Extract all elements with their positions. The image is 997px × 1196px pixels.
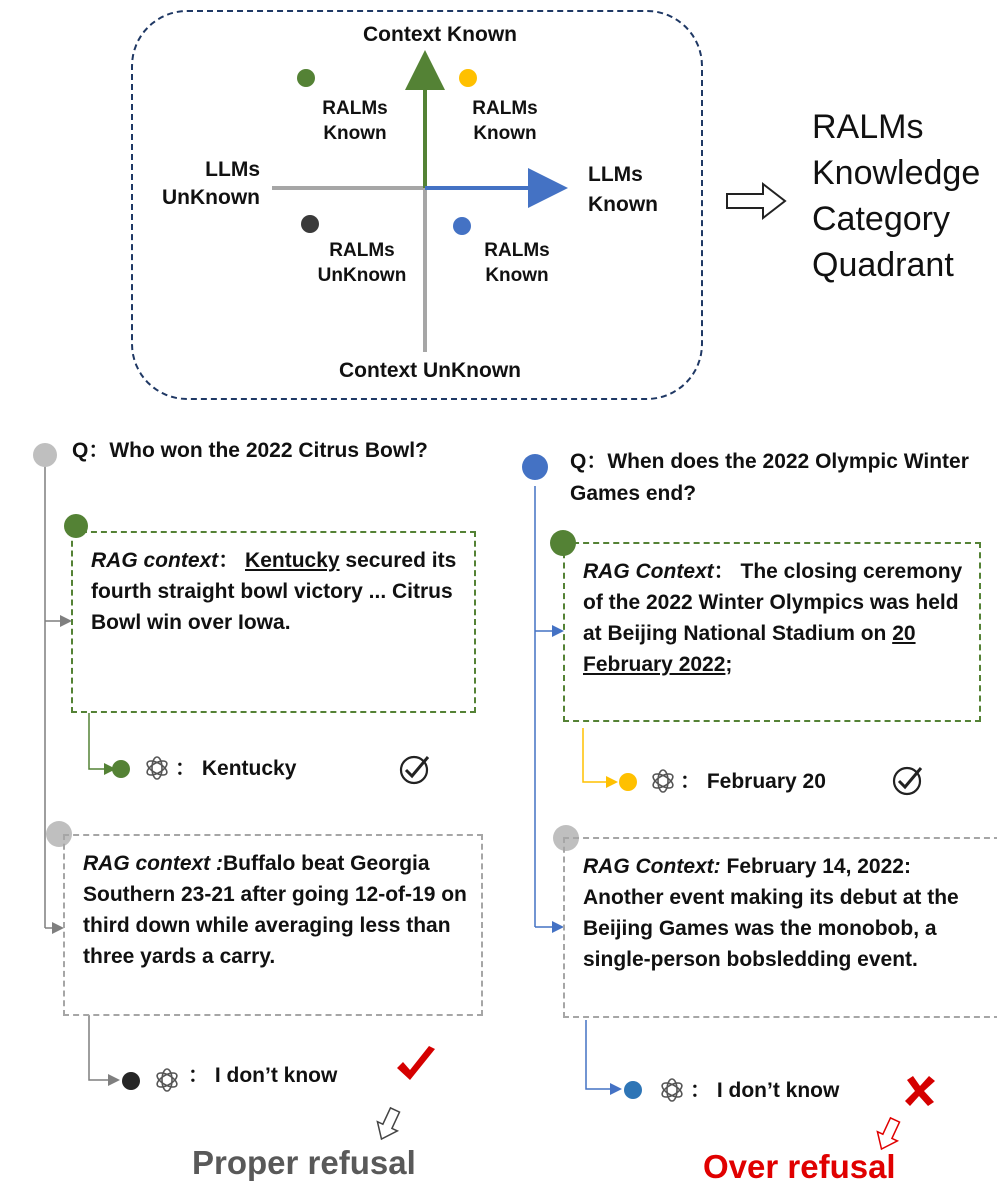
context-unknown-label: Context UnKnown — [339, 359, 521, 382]
dot-top-left — [297, 69, 315, 87]
chatgpt-icon — [143, 754, 171, 782]
left-ctx1-sep: ： — [218, 549, 240, 572]
right-answer1-connector — [583, 728, 612, 782]
left-answer1-connector — [89, 713, 110, 769]
right-ctx1-box — [563, 542, 981, 722]
chatgpt-icon — [658, 1076, 686, 1104]
qtl-line1: RALMs — [322, 98, 388, 119]
quadrant-bottom-right-label — [472, 238, 562, 288]
qtr-line2: Known — [473, 123, 537, 144]
left-question-prefix: Q： — [72, 439, 110, 462]
llms-known-line1: LLMs — [588, 163, 643, 186]
category-title-line1: RALMs — [812, 108, 924, 146]
category-title-line2: Knowledge — [812, 154, 981, 192]
right-ctx1-sep: ： — [713, 560, 735, 583]
left-answer2-text: I don’t know — [214, 1064, 338, 1087]
red-cross-icon — [902, 1073, 938, 1109]
qbr-line2: Known — [485, 265, 549, 286]
right-answer2-connector — [586, 1020, 616, 1089]
left-question-dot — [33, 443, 57, 467]
hollow-arrow-right — [727, 184, 785, 218]
left-answer1-dot — [112, 760, 130, 778]
red-checkmark-icon — [393, 1042, 439, 1088]
right-ctx1-text: The closing ceremony of the 2022 Winter Olympics was held at Beijing National Stadium on — [583, 560, 963, 645]
right-ctx2-label: RAG Context: — [583, 855, 721, 878]
llms-unknown-line1: LLMs — [205, 158, 260, 181]
category-title-line4: Quadrant — [812, 246, 954, 284]
left-ctx1-label: RAG context — [91, 549, 219, 572]
right-question-prefix: Q： — [570, 450, 608, 473]
left-ctx2-text: Buffalo beat Georgia Southern 23-21 after going 12-of-19 on third down while averaging less than three yards a carry. — [83, 852, 467, 968]
category-title-line3: Category — [812, 200, 950, 238]
right-answer1 — [680, 768, 826, 796]
right-ctx2-text: February 14, 2022: Another event making its debut at the Beijing Games was the monobob, a single-person bobsledding event. — [583, 855, 959, 971]
right-question-text: When does the 2022 Olympic Winter Games end? — [570, 450, 969, 505]
left-answer1-text: Kentucky — [201, 757, 297, 780]
llms-known-label — [588, 160, 678, 220]
left-answer1 — [175, 755, 296, 783]
context-known-label: Context Known — [363, 23, 517, 46]
quadrant-bottom-left-label — [312, 238, 412, 288]
left-answer2-connector — [89, 1015, 114, 1080]
dot-bottom-right — [453, 217, 471, 235]
left-ctx1-rest: secured its fourth straight bowl victory ... Citrus Bowl win over Iowa. — [91, 549, 457, 634]
right-ctx1-label: RAG Context — [583, 560, 714, 583]
left-question-text: Who won the 2022 Citrus Bowl? — [109, 439, 428, 462]
right-ctx1-tail: ; — [725, 653, 733, 676]
chatgpt-icon — [153, 1066, 181, 1094]
llms-unknown-line2: UnKnown — [162, 186, 260, 209]
quadrant-top-right-label — [460, 96, 550, 146]
right-answer2-text: I don’t know — [716, 1079, 840, 1102]
right-ctx2-box — [563, 837, 997, 1018]
left-ctx2-label: RAG context : — [83, 852, 224, 875]
right-answer1-dot — [619, 773, 637, 791]
quadrant-top-left-label — [310, 96, 400, 146]
qtl-line2: Known — [323, 123, 387, 144]
chatgpt-icon — [649, 767, 677, 795]
right-ctx1-underlined: 20 February 2022 — [583, 622, 916, 676]
left-answer2 — [188, 1062, 337, 1090]
left-ctx1-box — [71, 531, 476, 713]
llms-unknown-label — [150, 156, 260, 212]
qtr-line1: RALMs — [472, 98, 538, 119]
right-answer2-dot — [624, 1081, 642, 1099]
dot-bottom-left — [301, 215, 319, 233]
check-circle-icon — [397, 751, 433, 787]
right-question — [570, 446, 970, 510]
right-answer1-text: February 20 — [706, 770, 826, 793]
left-ctx1-underlined: Kentucky — [245, 549, 340, 572]
over-refusal-label: Over refusal — [703, 1148, 896, 1185]
qbl-line1: RALMs — [329, 240, 395, 261]
right-answer1-sep: ： — [680, 770, 701, 793]
left-answer1-sep: ： — [175, 757, 196, 780]
right-answer2 — [690, 1077, 839, 1105]
dot-top-right — [459, 69, 477, 87]
proper-refusal-label: Proper refusal — [192, 1144, 416, 1181]
check-circle-icon — [890, 762, 926, 798]
category-title — [812, 104, 980, 288]
qbl-line2: UnKnown — [317, 265, 407, 286]
left-answer2-sep: ： — [188, 1064, 209, 1087]
left-question — [72, 435, 512, 467]
right-question-dot — [522, 454, 548, 480]
qbr-line1: RALMs — [484, 240, 550, 261]
left-answer2-dot — [122, 1072, 140, 1090]
proper-refusal-arrow — [372, 1105, 405, 1143]
llms-known-line2: Known — [588, 193, 658, 216]
right-answer2-sep: ： — [690, 1079, 711, 1102]
left-ctx2-box — [63, 834, 483, 1016]
